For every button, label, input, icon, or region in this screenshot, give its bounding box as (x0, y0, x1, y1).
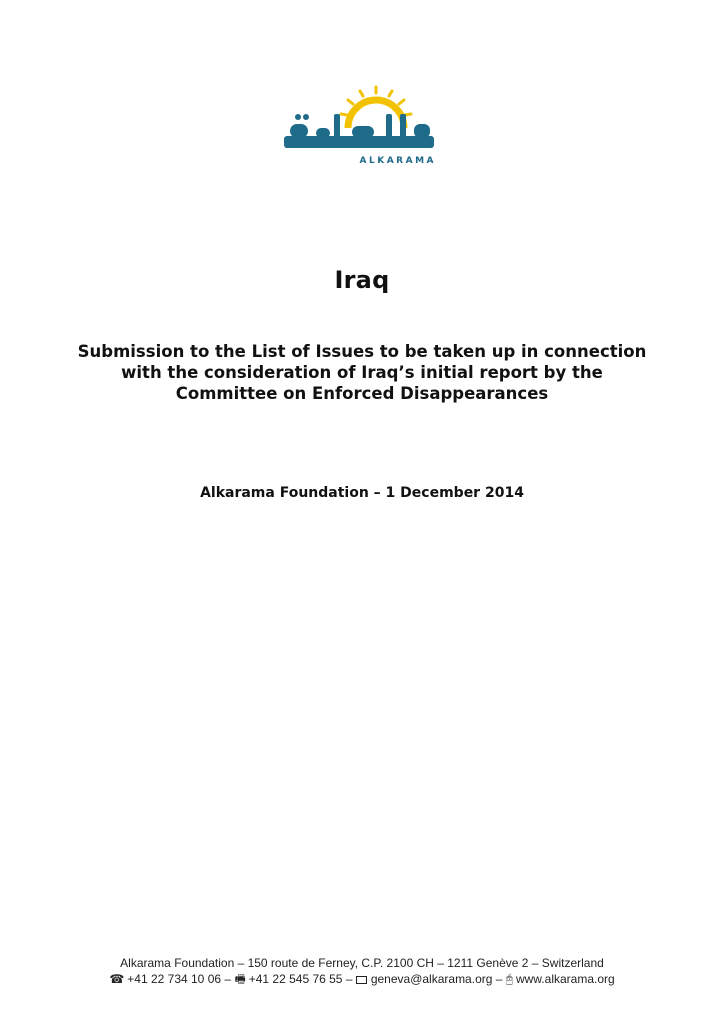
footer-separator: – (221, 972, 235, 986)
footer-separator: – (342, 972, 356, 986)
document-title: Iraq (334, 266, 390, 294)
footer-address: Alkarama Foundation – 150 route de Ferney, C.P. 2100 CH – 1211 Genève 2 – Switzerland (120, 956, 604, 970)
fax-icon: 🖷 (234, 972, 246, 986)
phone-icon: ☎ (109, 972, 125, 986)
envelope-icon (356, 976, 367, 984)
footer-separator: – (492, 972, 506, 986)
footer-phone: +41 22 734 10 06 (127, 972, 222, 986)
sun-arc (348, 100, 404, 128)
footer-email[interactable]: geneva@alkarama.org (370, 972, 493, 986)
footer-fax: +41 22 545 76 55 (248, 972, 343, 986)
subtitle-line: Submission to the List of Issues to be taken up in connection (77, 342, 647, 361)
alkarama-logo (276, 84, 446, 168)
author-date-line: Alkarama Foundation – 1 December 2014 (200, 485, 524, 501)
footer-website[interactable]: www.alkarama.org (515, 972, 615, 986)
subtitle-line: Committee on Enforced Disappearances (175, 384, 549, 403)
footer-contacts (0, 971, 724, 987)
document-subtitle (62, 341, 662, 404)
subtitle-line: with the consideration of Iraq’s initial report by the (121, 363, 603, 382)
logo-latin-text: ALKARAMA (359, 156, 436, 166)
mouse-icon: 🖰 (505, 972, 513, 986)
logo-graphic (276, 84, 446, 168)
arabic-wordmark (284, 114, 434, 148)
page-footer (0, 955, 724, 987)
